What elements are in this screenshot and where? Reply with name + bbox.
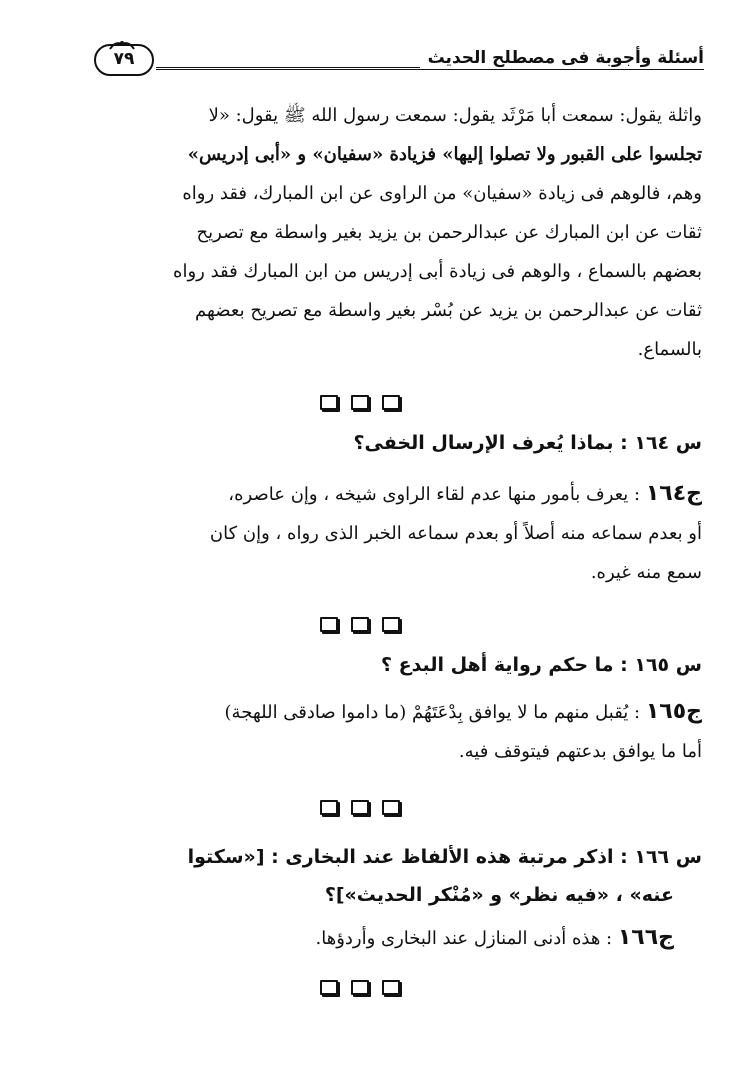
answer-text: : يعرف بأمور منها عدم لقاء الراوى شيخه ، وإن عاصره، [228,484,641,505]
text-line: بالسماع. [637,339,702,360]
question-164: س ١٦٤ : بماذا يُعرف الإرسال الخفى؟ [353,432,702,454]
text-line: سمع منه غيره. [590,562,702,583]
separator-box-icon [382,395,400,410]
question-165: س ١٦٥ : ما حكم رواية أهل البدع ؟ [380,654,702,676]
section-separator [320,980,400,1000]
answer-text: : يُقبل منهم ما لا يوافق بِدْعَتَهُمْ (ما داموا صادقى اللهجة) [224,702,641,723]
text-line: أما ما يوافق بدعتهم فيتوقف فيه. [458,741,702,762]
answer-text: : هذه أدنى المنازل عند البخارى وأردؤها. [315,928,613,949]
running-title: أسئلة وأجوبة فى مصطلح الحديث [420,48,704,68]
section-separator [320,800,400,820]
answer-marker: ج١٦٤ [645,481,702,506]
section-separator [320,395,400,415]
paragraph-1 [88,96,702,369]
answer-166 [88,918,702,958]
answer-165 [88,692,702,771]
separator-box-icon [351,800,369,815]
text-line: وهم، فالوهم فى زيادة «سفيان» من الراوى عن ابن المبارك، فقد رواه [182,183,702,204]
text-line [88,692,702,732]
separator-box-icon [320,395,338,410]
text-line: بعضهم بالسماع ، والوهم فى زيادة أبى إدريس من ابن المبارك فقد رواه [173,261,702,282]
separator-box-icon [382,800,400,815]
text-line [88,474,702,514]
separator-box-icon [351,980,369,995]
separator-box-icon [320,617,338,632]
text-line: واثلة يقول: سمعت أبا مَرْثَد يقول: سمعت رسول الله ﷺ يقول: «لا [208,105,702,126]
ornament-icon [108,40,136,50]
text-line [88,918,702,958]
separator-box-icon [382,617,400,632]
text-line: ثقات عن ابن المبارك عن عبدالرحمن بن يزيد بغير واسطة مع تصريح [196,222,702,243]
question-166-line-1: س ١٦٦ : اذكر مرتبة هذه الألفاظ عند البخارى : [«سكتوا [187,846,702,868]
separator-box-icon [320,980,338,995]
question-166-line-2: عنه» ، «فيه نظر» و «مُنْكر الحديث»]؟ [324,884,674,906]
page-header [96,38,704,82]
answer-marker: ج١٦٥ [645,699,702,724]
separator-box-icon [351,395,369,410]
text-line: ثقات عن عبدالرحمن بن يزيد عن بُسْر بغير واسطة مع تصريح بعضهم [195,300,702,321]
text-line: تجلسوا على القبور ولا تصلوا إليها» فزيادة «سفيان» و «أبى إدريس» [187,144,702,165]
page-number-badge [94,44,154,76]
separator-box-icon [320,800,338,815]
page-number: ٧٩ [113,49,135,69]
section-separator [320,617,400,637]
answer-164 [88,474,702,592]
text-line: أو بعدم سماعه منه أصلاً أو بعدم سماعه الخبر الذى رواه ، وإن كان [209,523,702,544]
answer-marker: ج١٦٦ [617,925,674,950]
separator-box-icon [351,617,369,632]
separator-box-icon [382,980,400,995]
